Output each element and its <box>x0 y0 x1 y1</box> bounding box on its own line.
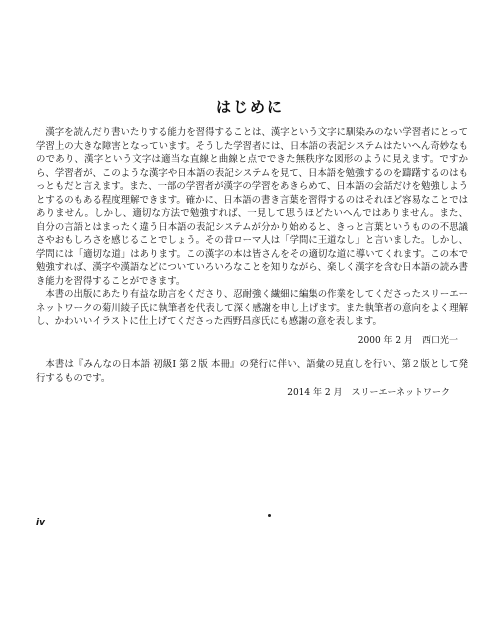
edition-note: 本書は『みんなの日本語 初級Ⅰ 第２版 本冊』の発行に伴い、語彙の見直しを行い、第２版として発行するものです。 <box>36 359 468 384</box>
stray-dot <box>268 514 271 517</box>
page-title: はじめに <box>215 98 284 116</box>
signature-author: 2000 年 2 月 西口光一 <box>357 335 458 346</box>
preface-body <box>36 126 468 401</box>
signature-publisher: 2014 年 2 月 スリーエーネットワーク <box>287 388 450 398</box>
paragraph-2: 本書の出版にあたり有益な助言をくださり、忍耐強く繊細に編集の作業をしてくださったスリーエーネットワークの菊川綾子氏に執筆者を代表して深く感謝を申し上げます。また執筆者の意向をよく理解し、かわいいイラストに仕上げてくださった西野昌彦氏にも感謝の意を表します。 <box>36 289 468 327</box>
paragraph-1: 漢字を読んだり書いたりする能力を習得することは、漢字という文字に馴染みのない学習者にとって学習上の大きな障害となっています。そうした学習者には、日本語の表記システムはたいへん奇妙なものであり、漢字という文字は適当な直線と曲線と点でできた無秩序な図形のように見えます。ですから、学習者が、このような漢字や日本語の表記システムを見て、日本語を勉強するのを躊躇するのはもっともだと言えます。また、一部の学習者が漢字の学習をあきらめて、日本語の会話だけを勉強しようとするのもある程度理解できます。確かに、日本語の書き言葉を習得するのはそれほど容易なことではありません。しかし、適切な方法で勉強すれば、一見して思うほどたいへんではありません。また、自分の言語とはまったく違う日本語の表記システムが分かり始めると、きっと言葉というものの不思議さやおもしろさを感じることでしょう。その昔ローマ人は「学問に王道なし」と言いました。しかし、学問には「適切な道」はあります。この漢字の本は皆さんをその適切な道に導いてくれます。この本で勉強すれば、漢字や漢語などについていろいろなことを知りながら、楽しく漢字を含む日本語の読み書き能力を習得することができます。 <box>36 127 468 287</box>
page-number: iv <box>36 518 45 528</box>
